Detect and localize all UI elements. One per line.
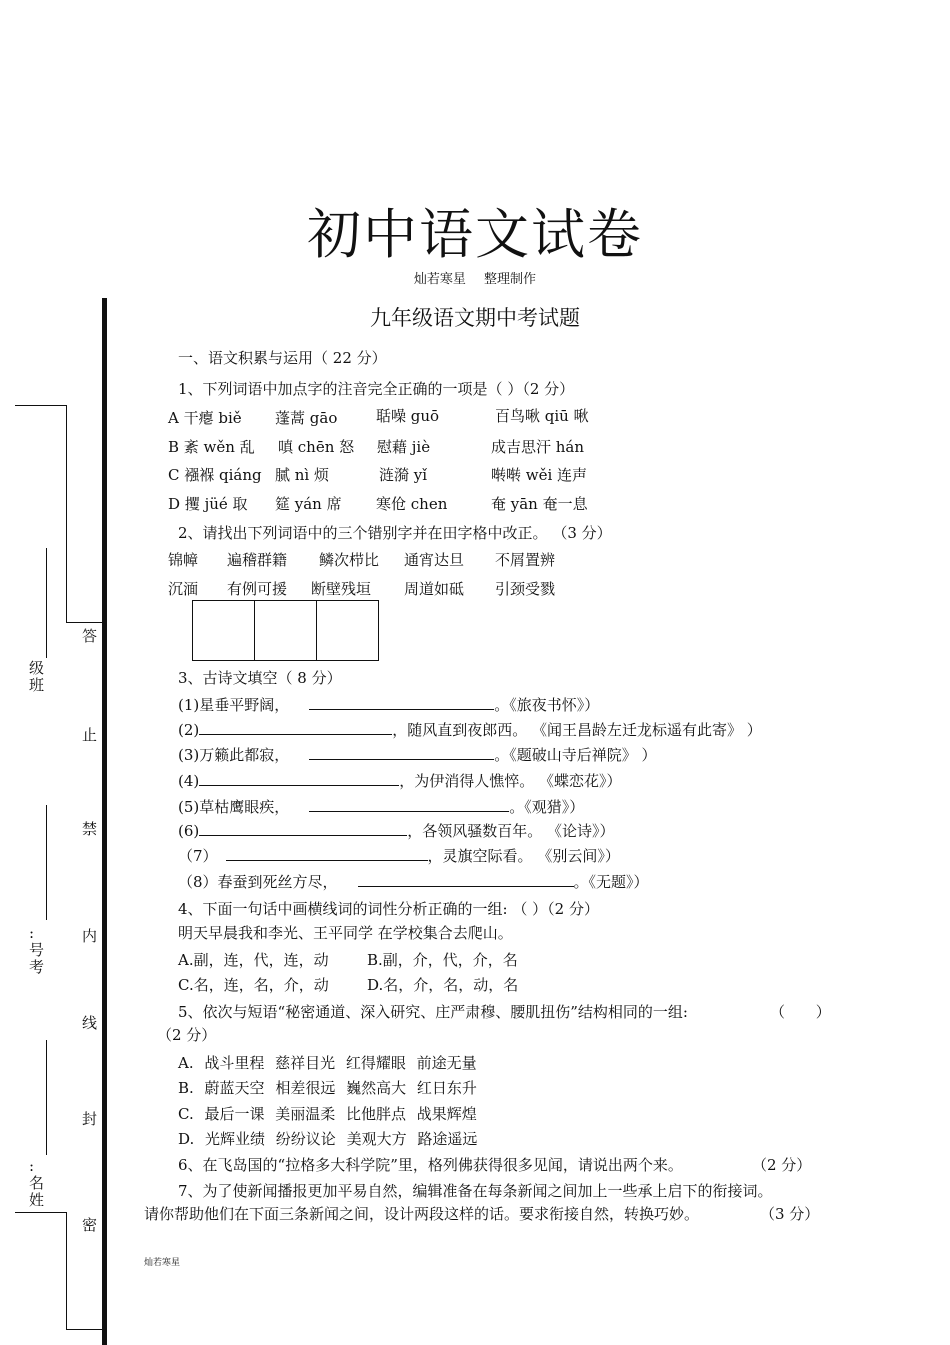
q2-word: 通宵达旦 — [404, 551, 465, 569]
q7-score: （3 分） — [760, 1205, 820, 1223]
document-subtitle: 灿若寒星 整理制作 — [413, 272, 537, 287]
seal-char: 封 — [82, 1110, 98, 1128]
q4-option-d: D.名，介，名，动，名 — [367, 976, 519, 994]
name-label: :名姓 — [29, 1157, 45, 1209]
question-1-stem: 1、下列词语中加点字的注音完全正确的一项是（ ）（2 分） — [178, 380, 575, 398]
q1-option-a-2: 蓬蒿 gāo — [275, 409, 338, 427]
q2-word: 不屑置辨 — [495, 551, 556, 569]
binding-tick — [15, 405, 67, 406]
binding-tick — [15, 1212, 67, 1213]
binding-thin-line — [66, 405, 67, 623]
q2-word: 断壁残垣 — [311, 580, 372, 598]
q1-option-c-2: 腻 nì 烦 — [275, 466, 329, 484]
q2-word: 鳞次栉比 — [319, 551, 380, 569]
class-label: 级班 — [29, 659, 45, 694]
q5-option-a: A. 战斗里程 慈祥目光 红得耀眼 前途无量 — [178, 1054, 477, 1072]
q4-option-a: A.副，连，代，连，动 — [178, 951, 329, 969]
section-heading: 一、语文积累与运用（ 22 分） — [178, 349, 387, 367]
binding-tick — [66, 622, 102, 623]
seal-char: 禁 — [82, 820, 98, 838]
seal-char: 答 — [82, 627, 98, 645]
q2-word: 引颈受戮 — [495, 580, 556, 598]
q1-option-b-2: 嗔 chēn 怒 — [278, 438, 355, 456]
seal-char: 密 — [82, 1216, 98, 1234]
q2-word: 周道如砥 — [404, 580, 465, 598]
q4-option-b: B.副，介，代，介，名 — [367, 951, 518, 969]
q1-option-a-3: 聒噪 guō — [376, 407, 440, 425]
q4-option-c: C.名，连，名，介，动 — [178, 976, 329, 994]
q3-item-3: (3)万籁此都寂， 。《题破山寺后禅院》 ） — [178, 746, 657, 764]
q2-word: 锦幛 — [168, 551, 199, 569]
q1-option-d-4: 奄 yān 奄一息 — [491, 495, 588, 513]
question-4-stem: 4、下面一句话中画横线词的词性分析正确的一组: （ ）（2 分） — [178, 900, 599, 918]
tian-grid-box-1[interactable] — [192, 600, 255, 661]
q1-option-d-1: D 攫 jüé 取 — [168, 495, 248, 513]
seal-char: 内 — [82, 927, 98, 945]
answer-blank[interactable] — [309, 745, 494, 760]
name-field-line — [46, 1040, 47, 1155]
question-2-stem: 2、请找出下列词语中的三个错别字并在田字格中改正。 （3 分） — [178, 524, 612, 542]
binding-thick-line — [102, 298, 107, 1345]
q1-option-b-3: 慰藉 jiè — [377, 438, 431, 456]
q2-word: 遍稽群籍 — [227, 551, 288, 569]
q1-option-a-1: A 干瘪 biě — [168, 409, 242, 427]
q3-item-2: (2) ，随风直到夜郎西。 《闻王昌龄左迁龙标遥有此寄》 ） — [178, 721, 762, 739]
answer-blank[interactable] — [309, 695, 494, 710]
q3-item-7: （7） ，灵旗空际看。 《别云间》） — [178, 847, 620, 865]
answer-blank[interactable] — [199, 771, 399, 786]
document-title: 初中语文试卷 — [307, 203, 643, 266]
q6-score: （2 分） — [752, 1156, 812, 1174]
q1-option-a-4: 百鸟啾 qiū 啾 — [495, 407, 589, 425]
q5-option-c: C. 最后一课 美丽温柔 比他胖点 战果辉煌 — [178, 1105, 477, 1123]
q5-option-b: B. 蔚蓝天空 相差很远 巍然高大 红日东升 — [178, 1079, 477, 1097]
exam-no-field-line — [46, 805, 47, 920]
exam-number-label: :号考 — [29, 924, 45, 976]
q1-option-d-3: 寒伧 chen — [376, 495, 448, 513]
q1-option-b-1: B 紊 wěn 乱 — [168, 438, 255, 456]
footer-credit: 灿若寒星 — [144, 1258, 181, 1268]
q1-option-c-4: 啭啭 wěi 连声 — [491, 466, 588, 484]
answer-blank[interactable] — [199, 821, 407, 836]
q5-answer-paren: （ ） — [770, 1003, 831, 1021]
seal-char: 止 — [82, 726, 98, 744]
q1-option-c-3: 涟漪 yǐ — [379, 466, 428, 484]
q3-item-4: (4) ，为伊消得人憔悴。 《蝶恋花》） — [178, 772, 622, 790]
q5-option-d: D. 光辉业绩 纷纷议论 美观大方 路途遥远 — [178, 1130, 478, 1148]
binding-tick — [66, 1329, 102, 1330]
question-5-stem: 5、依次与短语“秘密通道、深入研究、庄严肃穆、腰肌扭伤”结构相同的一组: — [178, 1003, 688, 1021]
exam-title: 九年级语文期中考试题 — [370, 306, 580, 330]
seal-char: 线 — [82, 1014, 98, 1032]
question-3-stem: 3、古诗文填空（ 8 分） — [178, 669, 342, 687]
q4-sentence: 明天早晨我和李光、王平同学 在学校集合去爬山。 — [178, 924, 513, 942]
question-6-stem: 6、在飞岛国的“拉格多大科学院”里，格列佛获得很多见闻，请说出两个来。 — [178, 1156, 683, 1174]
answer-blank[interactable] — [199, 720, 392, 735]
tian-grid-box-3[interactable] — [316, 600, 379, 661]
class-field-line — [46, 548, 47, 658]
q3-item-8: （8）春蚕到死丝方尽， 。《无题》） — [178, 873, 649, 891]
q3-item-5: (5)草枯鹰眼疾， 。《观猎》） — [178, 798, 585, 816]
q2-word: 有例可援 — [227, 580, 288, 598]
question-7-line-2: 请你帮助他们在下面三条新闻之间，设计两段这样的话。要求衔接自然，转换巧妙。 — [144, 1205, 700, 1223]
answer-blank[interactable] — [226, 846, 428, 861]
q2-word: 沉湎 — [168, 580, 199, 598]
q1-option-b-4: 成吉思汗 hán — [491, 438, 585, 456]
tian-grid-box-2[interactable] — [254, 600, 317, 661]
answer-blank[interactable] — [358, 872, 574, 887]
q1-option-d-2: 筵 yán 席 — [275, 495, 342, 513]
binding-thin-line — [66, 1212, 67, 1330]
question-7-line-1: 7、为了使新闻播报更加平易自然，编辑准备在每条新闻之间加上一些承上启下的衔接词。 — [178, 1182, 773, 1200]
q1-option-c-1: C 襁褓 qiáng — [168, 466, 262, 484]
q3-item-1: (1)星垂平野阔， 。《旅夜书怀》） — [178, 696, 600, 714]
answer-blank[interactable] — [309, 797, 509, 812]
q5-score: （2 分） — [157, 1026, 217, 1044]
q3-item-6: (6) ，各领风骚数百年。 《论诗》） — [178, 822, 615, 840]
